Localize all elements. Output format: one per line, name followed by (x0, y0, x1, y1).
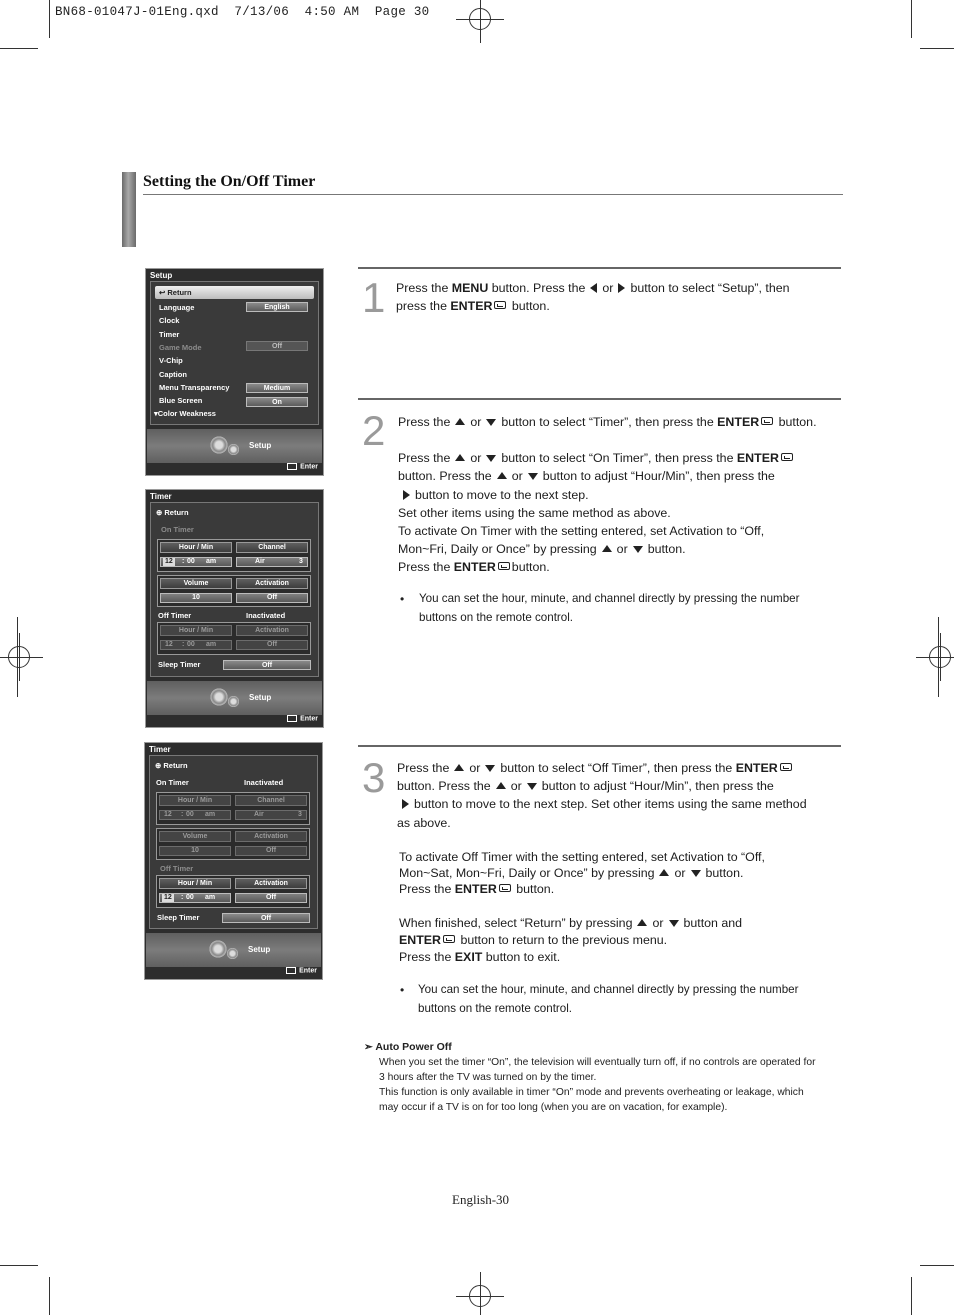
footer-setup-label: Setup (248, 945, 271, 954)
gear-icon (227, 443, 240, 456)
off-activation-value[interactable]: Off (235, 893, 307, 903)
enter-icon (443, 935, 455, 943)
down-arrow-icon (669, 920, 679, 927)
down-arrow-icon (691, 870, 701, 877)
off-timer-box (156, 875, 310, 908)
crop-mark (17, 617, 18, 697)
scroll-down-icon: ▾ (154, 409, 158, 418)
crop-mark (0, 1265, 38, 1266)
step-rule (358, 745, 841, 747)
step-number: 1 (362, 274, 386, 321)
return-icon: ↩ (159, 288, 168, 297)
step-1-text: Press the MENU button. Press the or button to select “Setup”, then press the ENTER button. (396, 281, 790, 314)
gear-icon (208, 939, 228, 959)
footer-setup-label: Setup (249, 693, 272, 702)
menu-item-return[interactable]: ↩ Return (155, 286, 314, 299)
up-arrow-icon (496, 782, 506, 789)
section-bar (122, 172, 136, 247)
menu-item-language[interactable]: Language (159, 303, 195, 312)
volume-value: 10 (159, 846, 231, 856)
channel-value: Air 3 (235, 810, 307, 820)
volume-header: Volume (159, 831, 231, 842)
hour-min-header: Hour / Min (160, 625, 232, 636)
language-value: English (246, 302, 308, 312)
gear-icon (209, 435, 229, 455)
step-rule (358, 267, 841, 269)
section-rule (143, 194, 843, 195)
enter-hint: Enter (287, 463, 318, 470)
menu-transparency-value: Medium (246, 383, 308, 393)
osd-menu-panel (150, 502, 319, 677)
crop-mark (49, 1277, 50, 1315)
auto-power-off-body: When you set the timer “On”, the television will eventually turn off, if no controls are operated for 3 hours after the TV was turned on by the timer. This function is only available in timer “On” mode and prevents overheating or leakage, which may occur if a TV is on for too long (when you are on vacation, for example). (379, 1057, 816, 1113)
on-timer-label[interactable]: On Timer (156, 778, 189, 787)
gear-icon (227, 695, 240, 708)
menu-item-clock[interactable]: Clock (159, 316, 180, 325)
activation-value[interactable]: Off (236, 593, 308, 603)
registration-mark (469, 8, 491, 30)
right-arrow-icon (403, 490, 410, 500)
time-value: 12 : 00 am (159, 810, 231, 820)
menu-item-timer[interactable]: Timer (159, 330, 180, 339)
crop-mark (920, 1265, 954, 1266)
activation-value: Off (235, 846, 307, 856)
channel-header: Channel (236, 542, 308, 553)
bullet: • (400, 592, 405, 606)
osd-footer (146, 933, 321, 967)
enter-icon (494, 301, 506, 309)
crop-mark (0, 48, 38, 49)
up-arrow-icon (497, 472, 507, 479)
hour-min-header: Hour / Min (160, 542, 232, 553)
auto-power-off-title: ➣ Auto Power Off (364, 1041, 452, 1053)
crop-mark (911, 0, 912, 38)
hour-min-header: Hour / Min (159, 878, 231, 889)
down-arrow-icon (485, 765, 495, 772)
enter-hint: Enter (286, 967, 317, 974)
osd-title: Timer (149, 745, 171, 754)
crop-mark (49, 0, 50, 38)
return-icon: ⊕ (155, 761, 164, 770)
activation-header: Activation (235, 831, 307, 842)
osd-menu-panel (150, 281, 319, 425)
step-3-note: You can set the hour, minute, and channel directly by pressing the number buttons on the remote control. (418, 983, 799, 1015)
on-timer-time-channel-box (157, 539, 311, 572)
step-2-text: Press the or button to select “Timer”, then press the ENTER button. Press the or button to select “On Timer”, then press the ENTER button. Press the or button to adjust “Hour/Min”, then press the button to move to the next step. Set other items using the same method as above. To activate On Timer with the setting entered, set Activation to “Off, Mon~Fri, Daily or Once” by pressing or button. Press the ENTER button. (398, 415, 817, 575)
off-activation-value: Off (236, 640, 308, 650)
enter-icon (780, 763, 792, 771)
off-time-value[interactable]: 12 : 00 am (159, 893, 231, 903)
activation-header: Activation (235, 878, 307, 889)
osd-title: Timer (150, 492, 172, 501)
crop-mark (920, 48, 954, 49)
enter-icon (498, 562, 510, 570)
left-arrow-icon (590, 283, 597, 293)
off-timer-label: Off Timer (160, 864, 194, 873)
time-value[interactable]: 12 : 00 am (160, 557, 232, 567)
section-title: Setting the On/Off Timer (143, 173, 316, 190)
osd-footer (147, 681, 322, 715)
activation-header: Activation (236, 625, 308, 636)
note-arrow-icon: ➣ (364, 1041, 376, 1053)
print-header: BN68-01047J-01Eng.qxd 7/13/06 4:50 AM Page 30 (55, 5, 430, 19)
off-timer-status: Inactivated (246, 611, 286, 620)
off-timer-label[interactable]: Off Timer (158, 611, 192, 620)
up-arrow-icon (602, 545, 612, 552)
activation-header: Activation (236, 578, 308, 589)
on-timer-status: Inactivated (244, 778, 284, 787)
step-rule (358, 398, 841, 400)
on-timer-volume-activation-box (157, 575, 311, 607)
registration-mark (469, 1285, 491, 1307)
bullet: • (400, 983, 405, 997)
step-3-text-2: To activate Off Timer with the setting entered, set Activation to “Off, Mon~Sat, Mon~Fri, Daily or Once” by pressing or button. Press the ENTER button. (399, 850, 765, 897)
osd-setup-menu (145, 268, 324, 476)
on-timer-label: On Timer (161, 525, 194, 534)
menu-item-blue-screen[interactable]: Blue Screen (159, 396, 203, 405)
menu-item-return[interactable]: ⊕ Return (155, 761, 188, 770)
step-3-text: Press the or button to select “Off Timer”, then press the ENTER button. Press the or button to adjust “Hour/Min”, then press the button to move to the next step. Set other items using the same method as above. (397, 761, 807, 830)
registration-mark (8, 646, 30, 668)
enter-hint: Enter (287, 715, 318, 722)
volume-header: Volume (160, 578, 232, 589)
up-arrow-icon (454, 764, 464, 771)
off-timer-box (157, 622, 311, 655)
channel-value[interactable]: Air 3 (236, 557, 308, 567)
return-icon: ⊕ (156, 508, 165, 517)
blue-screen-value: On (246, 397, 308, 407)
step-2-note: You can set the hour, minute, and channel directly by pressing the number buttons on the remote control. (419, 592, 800, 624)
osd-timer-menu-off (144, 742, 323, 980)
crop-mark (938, 617, 939, 697)
sleep-timer-value: Off (222, 913, 310, 923)
step-number: 2 (362, 407, 386, 454)
right-arrow-icon (402, 799, 409, 809)
up-arrow-icon (637, 919, 647, 926)
registration-mark (929, 646, 951, 668)
up-arrow-icon (455, 454, 465, 461)
enter-icon (499, 884, 511, 892)
right-arrow-icon (618, 283, 625, 293)
menu-item-caption[interactable]: Caption (159, 370, 187, 379)
menu-item-color-weakness[interactable]: ▾Color Weakness (154, 409, 216, 418)
down-arrow-icon (486, 455, 496, 462)
down-arrow-icon (528, 473, 538, 480)
gear-icon (226, 947, 239, 960)
off-time-value: 12 : 00 am (160, 640, 232, 650)
volume-value[interactable]: 10 (160, 593, 232, 603)
sleep-timer-label[interactable]: Sleep Timer (157, 913, 200, 922)
on-timer-time-channel-box (156, 792, 310, 825)
up-arrow-icon (659, 869, 669, 876)
hour-min-header: Hour / Min (159, 795, 231, 806)
page-number: English-30 (452, 1192, 510, 1207)
menu-item-game-mode[interactable]: Game Mode (159, 343, 202, 352)
down-arrow-icon (527, 783, 537, 790)
footer-setup-label: Setup (249, 441, 272, 450)
osd-timer-menu-on (145, 489, 324, 728)
crop-mark (911, 1277, 912, 1315)
channel-header: Channel (235, 795, 307, 806)
gear-icon (209, 687, 229, 707)
menu-item-return[interactable]: ⊕ Return (156, 508, 189, 517)
osd-title: Setup (150, 271, 173, 280)
enter-icon (781, 453, 793, 461)
osd-footer (147, 429, 322, 463)
down-arrow-icon (633, 546, 643, 553)
up-arrow-icon (455, 418, 465, 425)
step-3-text-3: When finished, select “Return” by pressing or button and ENTER button to return to the previous menu. Press the EXIT button to exit. (399, 916, 743, 965)
game-mode-value: Off (246, 341, 308, 351)
sleep-timer-label[interactable]: Sleep Timer (158, 660, 201, 669)
enter-icon (761, 417, 773, 425)
on-timer-volume-activation-box (156, 828, 310, 860)
sleep-timer-value: Off (223, 660, 311, 670)
osd-menu-panel (149, 755, 318, 929)
menu-item-menu-transparency[interactable]: Menu Transparency (159, 383, 230, 392)
step-number: 3 (362, 754, 386, 801)
menu-item-v-chip[interactable]: V-Chip (159, 356, 183, 365)
down-arrow-icon (486, 419, 496, 426)
